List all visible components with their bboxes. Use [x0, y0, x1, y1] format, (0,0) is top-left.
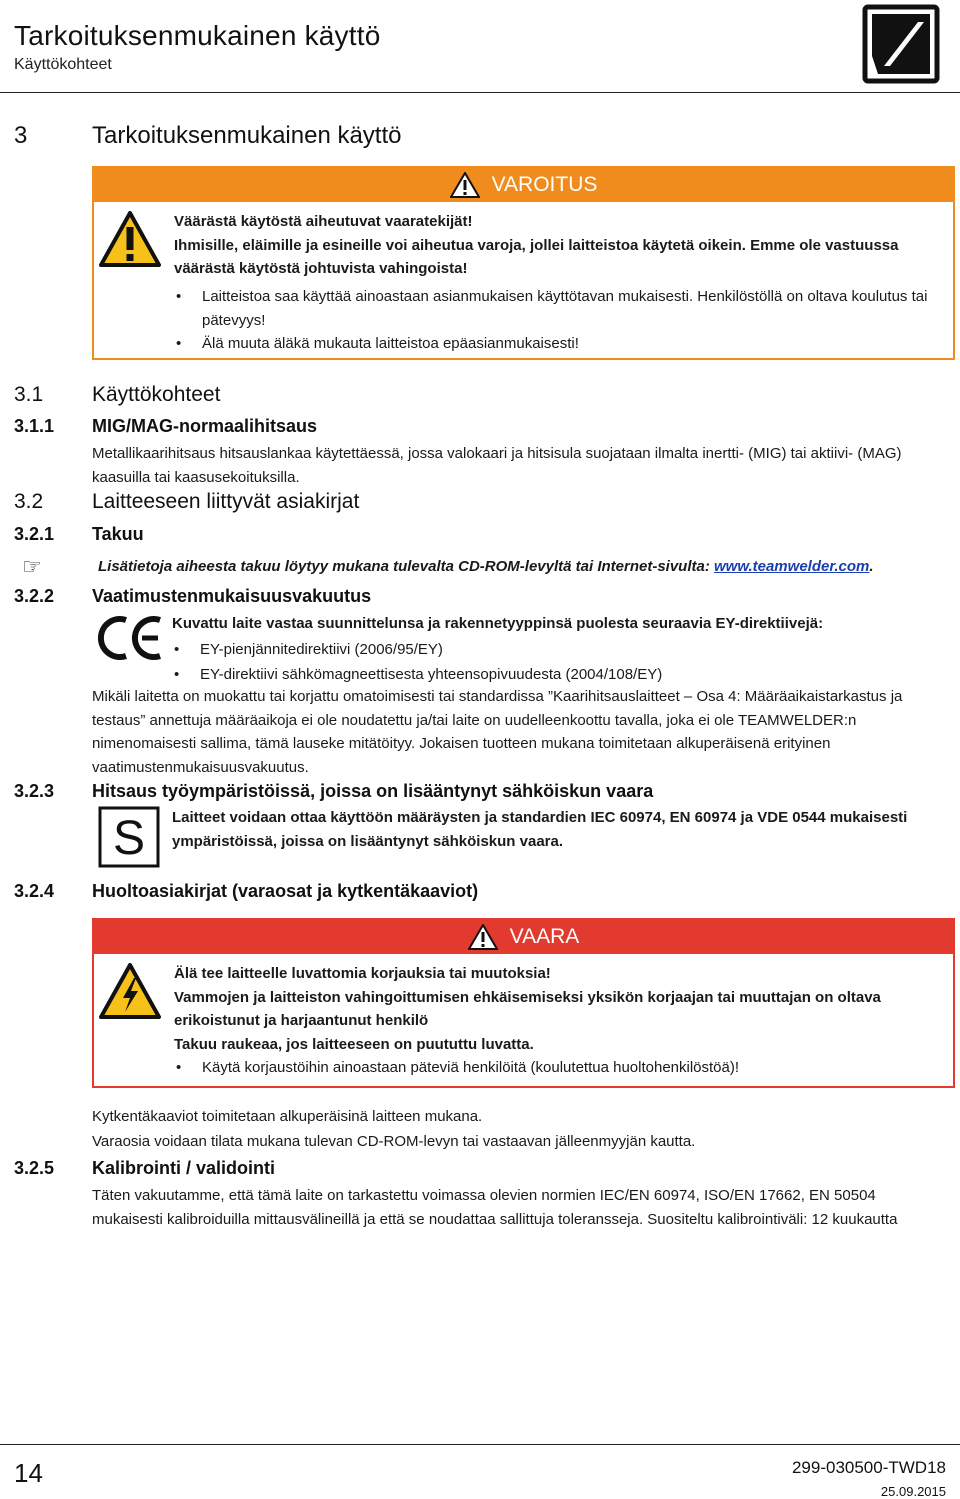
section-3-2-1-heading: [14, 524, 144, 545]
section-title: Hitsaus työympäristöissä, joissa on lisääntynyt sähköiskun vaara: [92, 781, 654, 801]
bullet-item: • EY-direktiivi sähkömagneettisesta yhteensopivuudesta (2004/108/EY): [172, 663, 952, 687]
bullet-item: • Käytä korjaustöihin ainoastaan päteviä henkilöitä (koulutettua huoltohenkilöstöä)!: [174, 1056, 944, 1080]
section-title: Laitteeseen liittyvät asiakirjat: [92, 490, 360, 513]
document-date: 25.09.2015: [880, 1484, 946, 1499]
paragraph-line: Kytkentäkaaviot toimitetaan alkuperäisinä laitteen mukana.: [92, 1108, 483, 1125]
document-number: 299-030500-TWD18: [791, 1458, 946, 1477]
section-title: Tarkoituksenmukainen käyttö: [92, 122, 402, 149]
section-3-1-1-heading: [14, 416, 317, 437]
calibration-text: [92, 1184, 954, 1231]
section-number: 3.2.4: [14, 881, 55, 901]
section-number: 3.2.1: [14, 524, 55, 544]
service-docs-text: [92, 1104, 952, 1154]
section-3-2-3-heading: [14, 781, 653, 802]
page-header-subtitle: Käyttökohteet: [14, 56, 112, 73]
warning1-line: Ihmisille, eläimille ja esineille voi aiheutua varoja, jollei laitteistoa käytetä oikein. Emme ole vastuussa: [174, 236, 899, 254]
paragraph-line: vaatimustenmukaisuusvakuutus.: [92, 758, 309, 776]
warning2-line: Älä tee laitteelle luvattomia korjauksia tai muutoksia!: [174, 965, 551, 982]
section-title: Kalibrointi / validointi: [92, 1158, 276, 1178]
bullet-item: • Älä muuta äläkä mukauta laitteistoa epäasianmukaisesti!: [174, 332, 944, 356]
warning2-line: Vammojen ja laitteiston vahingoittumisen ehkäisemiseksi yksikön korjaajan tai muuttajan on oltava: [174, 988, 881, 1006]
brand-logo-icon: [862, 4, 940, 84]
warning1-text: [174, 210, 944, 281]
paragraph-line: mukaisesti kalibroiduilla mittausvälineillä ja että se noudattaa sallittuja toleransseja. Suositeltu kalibrointiväli: 12 kuukautta: [92, 1210, 898, 1228]
section-number: 3.1.1: [14, 416, 55, 436]
note-text: Lisätietoja aiheesta takuu löytyy mukana tulevalta CD-ROM-levyltä tai Internet-sivulta:: [98, 558, 710, 575]
bullet-item-continuation: pätevyys!: [202, 311, 266, 329]
paragraph-line: Varaosia voidaan tilata mukana tulevan CD-ROM-levyn tai vastaavan jälleenmyyjän kautta.: [92, 1133, 696, 1150]
section-3-2-heading: [14, 490, 359, 514]
paragraph-line: Laitteet voidaan ottaa käyttöön määräysten ja standardien IEC 60974, EN 60974 ja VDE 0544 mukaisesti: [172, 809, 908, 826]
paragraph-line: nimenomaisesti sallima, tämä lauseke mitätöityy. Jokaisen tuotteen mukana toimitetaan alkuperäisenä erityinen: [92, 735, 831, 752]
bullet-item: • EY-pienjännitedirektiivi (2006/95/EY): [172, 638, 952, 662]
danger-label: VAARA: [509, 925, 580, 948]
page-number: 14: [14, 1458, 43, 1488]
section-3-1-1-text: [92, 442, 952, 489]
warning2-line: erikoistunut ja harjaantunut henkilö: [174, 1012, 429, 1029]
paragraph-line: ympäristöissä, joissa on lisääntynyt sähköiskun vaara.: [172, 832, 564, 850]
note-period: .: [869, 558, 874, 575]
section-3-2-4-heading: [14, 881, 478, 902]
warning1-bullets: [174, 285, 944, 356]
section-3-2-2-heading: [14, 586, 371, 607]
paragraph-line: testaus” annettuja määräaikoja ei ole noudatettu ja/tai laite on uudelleenkoottu tavalla, joka ei ole TEAMWELDER:n: [92, 711, 857, 729]
section-title: Takuu: [92, 524, 144, 544]
warning-label: VAROITUS: [491, 173, 598, 196]
warning-triangle-icon: [450, 172, 480, 198]
paragraph-line: Metallikaarihitsaus hitsauslankaa käytettäessä, jossa valokaari ja hitsisula suojataan ilmalta inertti- (MIG) tai aktiivi- (MAG): [92, 445, 902, 462]
exclamation-warning-icon: [98, 210, 162, 268]
svg-text:S: S: [112, 812, 146, 865]
paragraph-line: Täten vakuutamme, että tämä laite on tarkastettu voimassa olevien normien IEC/EN 60974, ISO/EN 17662, EN 50504: [92, 1187, 876, 1204]
ce-intro: Kuvattu laite vastaa suunnittelunsa ja rakennetyyppinsä puolesta seuraavia EY-direktiivejä:: [172, 615, 824, 632]
paragraph-line: Mikäli laitetta on muokattu tai korjattu omatoimisesti tai standardissa ”Kaarihitsauslaitteet – Osa 4: Määräaikaistarkastus ja: [92, 688, 903, 705]
section-3-2-5-heading: [14, 1158, 275, 1179]
section-number: 3.2.5: [14, 1158, 55, 1178]
ce-conformity-text: [172, 612, 952, 687]
electric-shock-icon: [98, 962, 162, 1020]
section-number: 3.2: [14, 490, 44, 513]
warning1-line: Väärästä käytöstä aiheutuvat vaaratekijät!: [174, 213, 473, 230]
paragraph-line: kaasuilla tai kaasusekoituksilla.: [92, 468, 300, 486]
warranty-note: [98, 555, 958, 579]
section-number: 3.1: [14, 383, 44, 406]
warning2-text: [174, 962, 944, 1056]
ce-paragraph: [92, 685, 954, 779]
section-number: 3.2.3: [14, 781, 55, 801]
section-title: Vaatimustenmukaisuusvakuutus: [92, 586, 372, 606]
section-title: Huoltoasiakirjat (varaosat ja kytkentäkaaviot): [92, 881, 479, 901]
footer-divider: [0, 1444, 960, 1445]
warning1-line: väärästä käytöstä johtuvista vahingoista!: [174, 260, 468, 277]
section-number: 3: [14, 122, 28, 149]
page-header-title: Tarkoituksenmukainen käyttö: [14, 20, 381, 51]
warning-header-bar: [94, 168, 953, 202]
s-mark-icon: [98, 806, 160, 868]
pointing-hand-icon: ☞: [22, 554, 42, 579]
header-divider: [0, 92, 960, 93]
section-number: 3.2.2: [14, 586, 55, 606]
bullet-item: • Laitteistoa saa käyttää ainoastaan asianmukaisen käyttötavan mukaisesti. Henkilöstöllä on oltava koulutus tai: [174, 285, 944, 309]
warning2-line: Takuu raukeaa, jos laitteeseen on puututtu luvatta.: [174, 1035, 534, 1053]
ce-mark-icon: [96, 616, 164, 660]
warning-triangle-icon: [468, 924, 498, 950]
section-title: MIG/MAG-normaalihitsaus: [92, 416, 318, 436]
website-link[interactable]: www.teamwelder.com: [714, 558, 870, 575]
danger-header-bar: [94, 920, 953, 954]
section-3-1-heading: [14, 383, 220, 407]
section-3-heading: [14, 122, 402, 150]
section-title: Käyttökohteet: [92, 383, 221, 406]
s-mark-text: [172, 806, 952, 853]
warning2-bullets: [174, 1056, 944, 1080]
